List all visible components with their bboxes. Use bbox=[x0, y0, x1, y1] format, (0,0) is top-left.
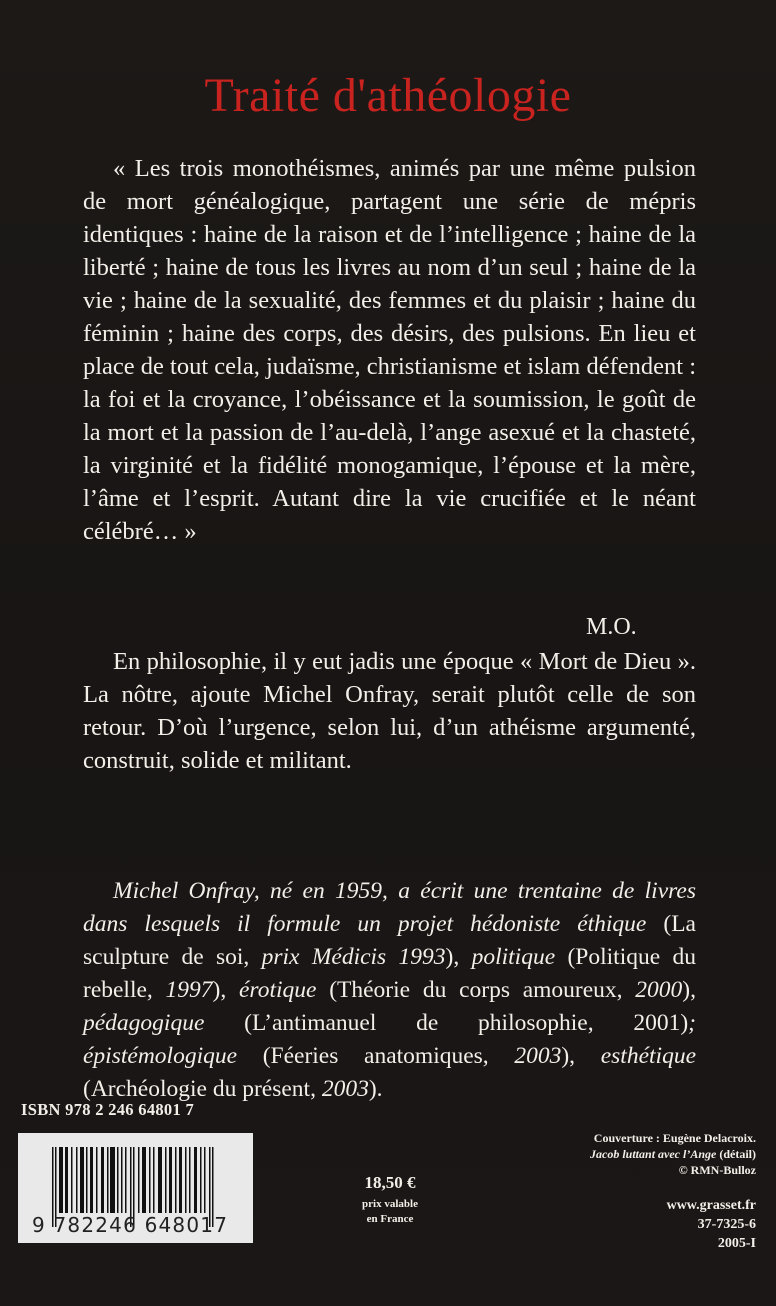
bio-year: 2003 bbox=[321, 1076, 369, 1102]
price-note-line1: prix valable bbox=[362, 1198, 418, 1210]
price-note-line2: en France bbox=[366, 1213, 414, 1225]
bio-punct: ), bbox=[682, 977, 696, 1003]
publisher-code: 37-7325-6 bbox=[697, 1217, 756, 1232]
bio-category-esthetique: esthétique bbox=[600, 1043, 697, 1069]
author-bio bbox=[83, 875, 696, 1106]
bio-work-5: (Féeries anatomiques, bbox=[237, 1043, 515, 1069]
bio-intro: Michel Onfray, né en 1959, a écrit une trentaine de livres dans lesquels il formule un projet hédoniste éthique bbox=[83, 878, 696, 937]
bio-work-1: (La sculpture de soi, bbox=[83, 911, 696, 970]
price-amount: 18,50 € bbox=[364, 1173, 416, 1192]
publisher-info bbox=[667, 1196, 756, 1253]
credits-line-2 bbox=[590, 1146, 756, 1162]
bio-work-3: (Théorie du corps amoureux, bbox=[316, 977, 636, 1003]
credits-detail: (détail) bbox=[716, 1147, 756, 1161]
isbn-label: ISBN 978 2 246 64801 7 bbox=[21, 1100, 194, 1119]
summary-block bbox=[83, 645, 696, 777]
bio-punct: ). bbox=[368, 1076, 383, 1102]
bio-punct: ), bbox=[445, 944, 472, 970]
bio-punct: ), bbox=[212, 977, 239, 1003]
bio-category-pedagogique: pédagogique bbox=[83, 1010, 205, 1036]
bio-year: 2000 bbox=[635, 977, 683, 1003]
bio-year: 1997 bbox=[165, 977, 213, 1003]
cover-credits bbox=[590, 1130, 756, 1178]
price-block bbox=[350, 1173, 430, 1227]
summary-text: En philosophie, il y eut jadis une époque « Mort de Dieu ». La nôtre, ajoute Michel Onfray, serait plutôt celle de son retour. D’où l’urgence, selon lui, d’un athéisme argumenté, construit, solide et militant. bbox=[83, 648, 696, 774]
barcode-digits: 9 782246 648017 bbox=[32, 1213, 229, 1237]
quote-block bbox=[83, 152, 696, 548]
quote-signature: M.O. bbox=[586, 614, 637, 640]
bio-punct: ), bbox=[561, 1043, 601, 1069]
bio-work-2: (Politique du rebelle, bbox=[83, 944, 697, 1003]
bio-category-politique: politique bbox=[471, 944, 556, 970]
bio-year: 2003 bbox=[514, 1043, 562, 1069]
book-title: Traité d'athéologie bbox=[204, 69, 572, 122]
bio-work-4: (L’antimanuel de philosophie, 2001) bbox=[204, 1010, 689, 1036]
bio-punct: ; bbox=[688, 1010, 696, 1036]
publisher-website: www.grasset.fr bbox=[666, 1198, 756, 1213]
author-bio-text bbox=[83, 875, 696, 1106]
barcode bbox=[18, 1133, 253, 1243]
bio-category-erotique: érotique bbox=[239, 977, 317, 1003]
bio-work-6: (Archéologie du présent, bbox=[83, 1076, 322, 1102]
publisher-edition: 2005-I bbox=[717, 1236, 756, 1251]
bio-prize: prix Médicis 1993 bbox=[261, 944, 446, 970]
credits-line-1: Couverture : Eugène Delacroix. bbox=[593, 1131, 756, 1145]
quote-text: « Les trois monothéismes, animés par une même pulsion de mort généalogique, partagent une série de mépris identiques : haine de la raison et de l’intelligence ; haine de la liberté ; haine de tous les livres au nom d’un seul ; haine de la vie ; haine de la sexualité, des femmes et du plaisir ; haine du féminin ; haine des corps, des désirs, des pulsions. En lieu et place de tout cela, judaïsme, christianisme et islam défendent : la foi et la croyance, l’obéissance et la soumission, le goût de la mort et la passion de l’au-delà, l’ange asexué et la chasteté, la virginité et la fidélité monogamique, l’épouse et la mère, l’âme et l’esprit. Autant dire la vie crucifiée et le néant célébré… » bbox=[83, 155, 696, 545]
credits-artwork-title: Jacob luttant avec l’Ange bbox=[590, 1147, 717, 1161]
bio-category-epistemologique: épistémologique bbox=[83, 1043, 238, 1069]
credits-line-3: © RMN-Bulloz bbox=[678, 1163, 756, 1177]
